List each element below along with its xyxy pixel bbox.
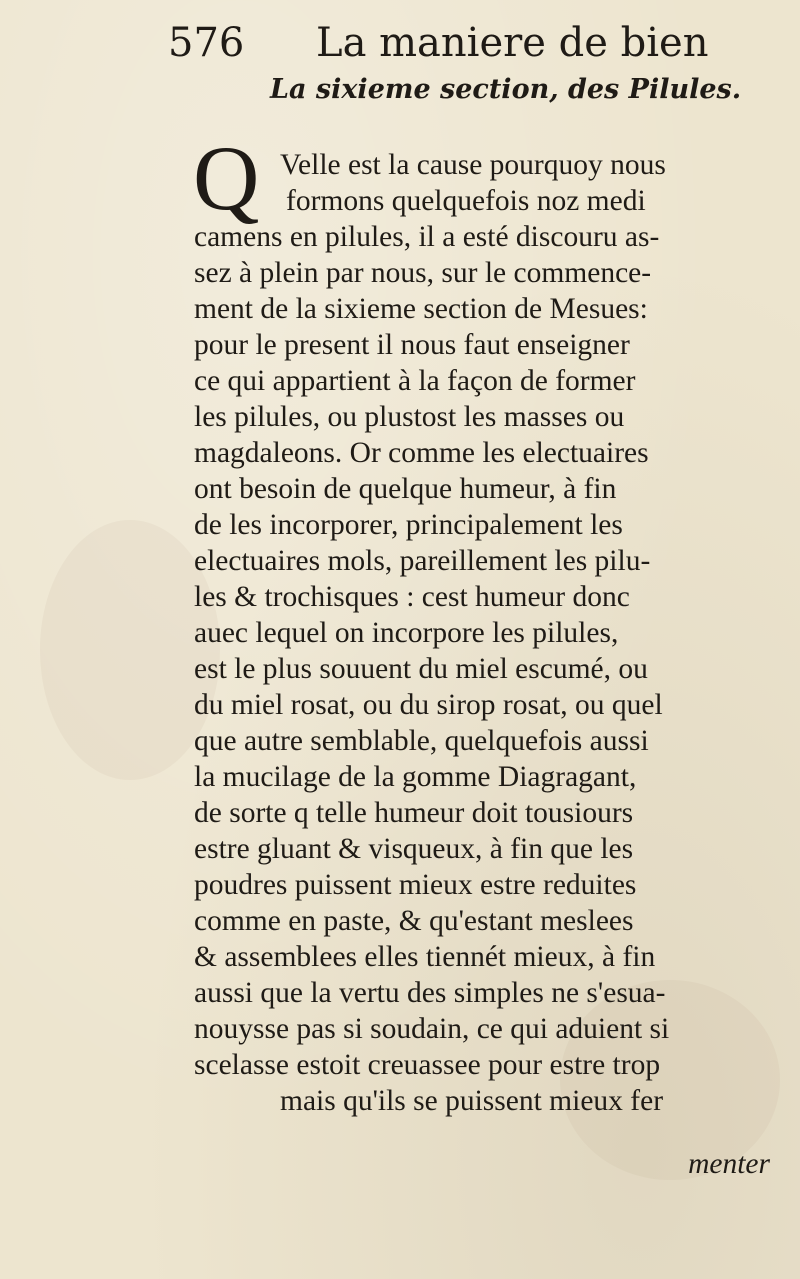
page-number: 576 bbox=[168, 20, 245, 66]
text-line: nouysse pas si soudain, ce qui aduient si bbox=[194, 1013, 670, 1045]
text-line: & assemblees elles tiennét mieux, à fin bbox=[194, 941, 656, 973]
paper-stain bbox=[40, 520, 220, 780]
text-line: de les incorporer, principalement les bbox=[194, 509, 623, 541]
text-line: du miel rosat, ou du sirop rosat, ou quel bbox=[194, 689, 663, 721]
page-header bbox=[168, 16, 709, 76]
drop-cap: Q bbox=[193, 127, 260, 229]
text-line: sez à plein par nous, sur le commence- bbox=[194, 257, 652, 289]
text-line: auec lequel on incorpore les pilules, bbox=[194, 617, 619, 649]
text-line: camens en pilules, il a esté discouru as- bbox=[194, 221, 660, 253]
text-line: mais qu'ils se puissent mieux fer bbox=[280, 1085, 664, 1117]
section-title: La sixieme section, des Pilules. bbox=[270, 74, 742, 105]
text-line: pour le present il nous faut enseigner bbox=[194, 329, 630, 361]
text-line: les & trochisques : cest humeur donc bbox=[194, 581, 630, 613]
text-line: ment de la sixieme section de Mesues: bbox=[194, 293, 648, 325]
text-line: est le plus souuent du miel escumé, ou bbox=[194, 653, 648, 685]
text-line: de sorte q telle humeur doit tousiours bbox=[194, 797, 634, 829]
catchword: menter bbox=[688, 1148, 770, 1180]
text-line: estre gluant & visqueux, à fin que les bbox=[194, 833, 634, 865]
running-title: La maniere de bien bbox=[316, 20, 709, 66]
text-line: magdaleons. Or comme les electuaires bbox=[194, 437, 649, 469]
text-line: ont besoin de quelque humeur, à fin bbox=[194, 473, 617, 505]
text-line: electuaires mols, pareillement les pilu- bbox=[194, 545, 651, 577]
text-line: les pilules, ou plustost les masses ou bbox=[194, 401, 625, 433]
text-line: la mucilage de la gomme Diagragant, bbox=[194, 761, 637, 793]
text-line: ce qui appartient à la façon de former bbox=[194, 365, 636, 397]
text-line: scelasse estoit creuassee pour estre trop bbox=[194, 1049, 661, 1081]
text-line: poudres puissent mieux estre reduites bbox=[194, 869, 637, 901]
text-line: aussi que la vertu des simples ne s'esua- bbox=[194, 977, 666, 1009]
text-line: comme en paste, & qu'estant meslees bbox=[194, 905, 634, 937]
text-line: formons quelquefois noz medi bbox=[286, 185, 646, 217]
text-line: que autre semblable, quelquefois aussi bbox=[194, 725, 649, 757]
text-line: Velle est la cause pourquoy nous bbox=[280, 149, 666, 181]
